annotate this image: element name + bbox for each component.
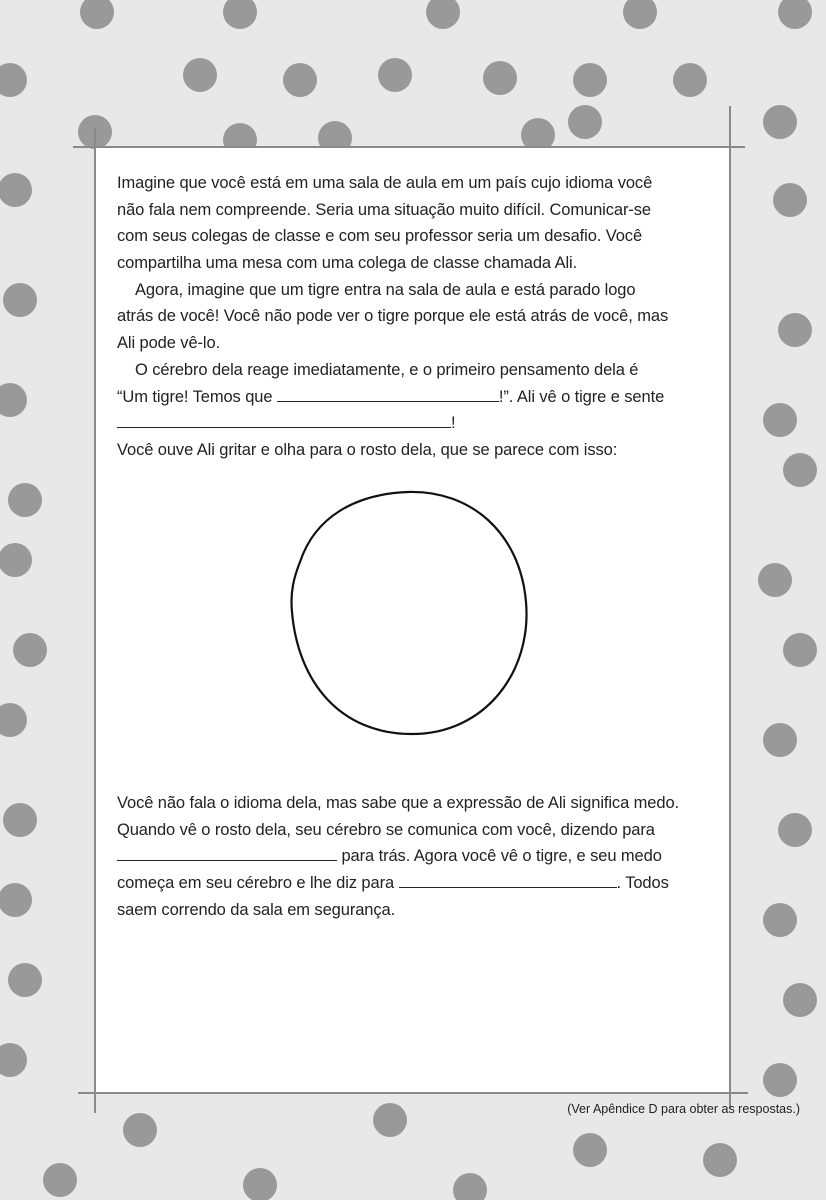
polka-dot (8, 963, 42, 997)
polka-dot (43, 1163, 77, 1197)
polka-dot (778, 313, 812, 347)
polka-dot (623, 0, 657, 29)
text-line (117, 870, 679, 897)
text-line: compartilha uma mesa com uma colega de classe chamada Ali. (117, 254, 578, 273)
text-segment: !”. Ali vê o tigre e sente (498, 387, 665, 406)
polka-dot (123, 1113, 157, 1147)
text-segment: começa em seu cérebro e lhe diz para (117, 874, 395, 893)
polka-dot (763, 105, 797, 139)
answer-blank-1[interactable] (277, 384, 499, 402)
polka-dot (568, 105, 602, 139)
answer-blank-2[interactable] (117, 410, 451, 428)
text-line (117, 384, 668, 411)
polka-dot (0, 383, 27, 417)
polka-dot (243, 1168, 277, 1200)
polka-dot (223, 0, 257, 29)
text-line: saem correndo da sala em segurança. (117, 900, 396, 919)
polka-dot (0, 703, 27, 737)
text-line (117, 843, 679, 870)
story-text-top (117, 170, 668, 464)
polka-dot (3, 283, 37, 317)
polka-dot (80, 0, 114, 29)
answer-blank-3[interactable] (117, 843, 337, 861)
polka-dot (453, 1173, 487, 1200)
polka-dot (373, 1103, 407, 1137)
polka-dot (3, 803, 37, 837)
blank-face-circle[interactable] (280, 482, 540, 742)
polka-dot (763, 1063, 797, 1097)
polka-dot (758, 563, 792, 597)
text-line: Imagine que você está em uma sala de aula em um país cujo idioma você (117, 174, 653, 192)
text-segment: para trás. Agora você vê o tigre, e seu medo (341, 847, 662, 866)
text-line: Agora, imagine que um tigre entra na sala de aula e está parado logo (135, 280, 636, 299)
polka-dot (783, 633, 817, 667)
text-segment: ! (451, 414, 456, 433)
text-line: com seus colegas de classe e com seu professor seria um desafio. Você (117, 227, 643, 246)
answer-blank-4[interactable] (399, 870, 617, 888)
polka-dot (573, 63, 607, 97)
polka-dot (183, 58, 217, 92)
text-line: não fala nem compreende. Seria uma situação muito difícil. Comunicar-se (117, 200, 651, 219)
polka-dot (8, 483, 42, 517)
story-text-bottom (117, 790, 679, 923)
frame-bottom-line (78, 1092, 748, 1094)
text-line: Você ouve Ali gritar e olha para o rosto dela, que se parece com isso: (117, 440, 618, 459)
polka-dot (426, 0, 460, 29)
polka-dot (0, 63, 27, 97)
polka-dot (0, 543, 32, 577)
polka-dot (573, 1133, 607, 1167)
polka-dot (783, 453, 817, 487)
polka-dot (0, 1043, 27, 1077)
polka-dot (703, 1143, 737, 1177)
frame-top-line (73, 146, 745, 148)
polka-dot (763, 723, 797, 757)
polka-dot (0, 173, 32, 207)
text-line (117, 410, 668, 437)
answer-reference-note: (Ver Apêndice D para obter as respostas.) (567, 1102, 800, 1116)
polka-dot (763, 403, 797, 437)
text-line: atrás de você! Você não pode ver o tigre porque ele está atrás de você, mas (117, 307, 669, 326)
text-segment: “Um tigre! Temos que (117, 387, 273, 406)
polka-dot (673, 63, 707, 97)
polka-dot (0, 883, 32, 917)
polka-dot (778, 813, 812, 847)
text-line: Quando vê o rosto dela, seu cérebro se comunica com você, dizendo para (117, 820, 655, 839)
polka-dot (773, 183, 807, 217)
polka-dot (13, 633, 47, 667)
polka-dot (483, 61, 517, 95)
text-segment: . Todos (616, 874, 669, 893)
polka-dot (783, 983, 817, 1017)
text-line: Ali pode vê-lo. (117, 334, 221, 353)
polka-dot (763, 903, 797, 937)
text-line: Você não fala o idioma dela, mas sabe que a expressão de Ali significa medo. (117, 794, 680, 812)
frame-right-line (729, 106, 731, 1108)
polka-dot (378, 58, 412, 92)
frame-left-line (94, 128, 96, 1113)
polka-dot (283, 63, 317, 97)
polka-dot (778, 0, 812, 29)
text-line: O cérebro dela reage imediatamente, e o primeiro pensamento dela é (135, 360, 639, 379)
